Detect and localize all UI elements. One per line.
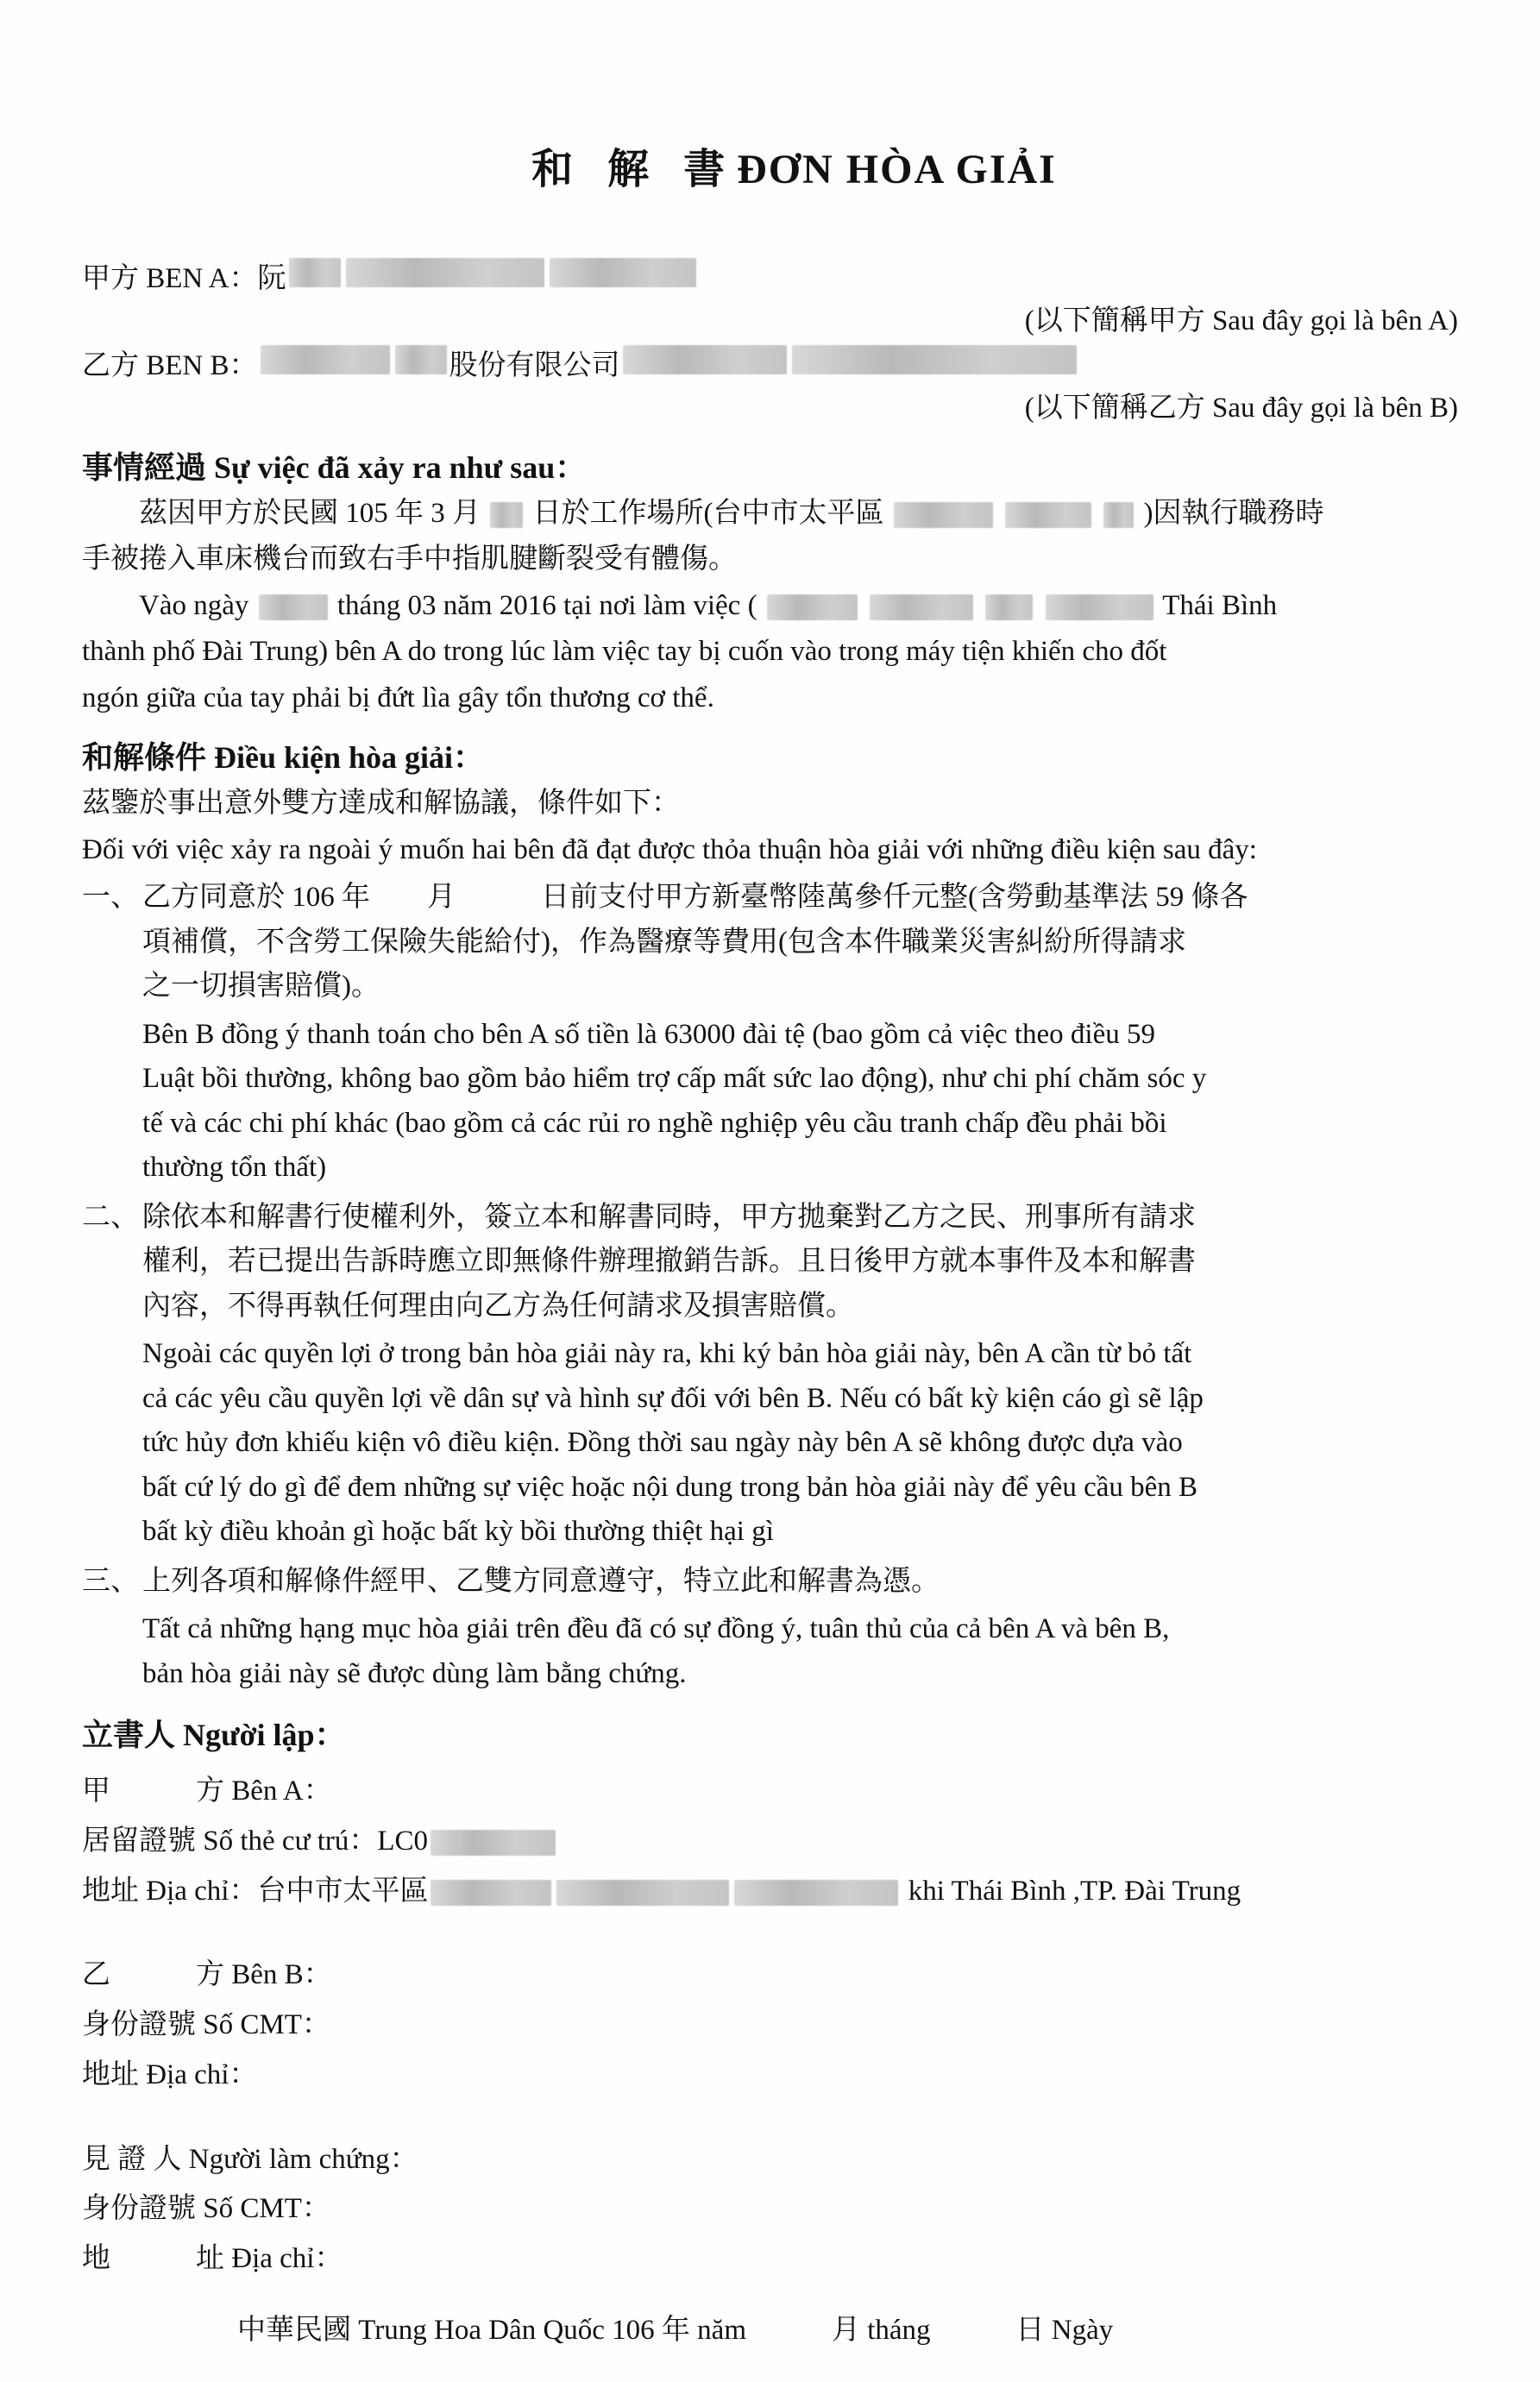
party-a-value: 阮 bbox=[257, 263, 286, 294]
signatures-heading: 立書人 Người lập： bbox=[82, 1718, 346, 1753]
party-b-note: (以下簡稱乙方 Sau đây gọi là bên B) bbox=[1024, 392, 1458, 424]
redaction-block bbox=[490, 502, 523, 528]
term-vi-line: tức hủy đơn khiếu kiện vô điều kiện. Đồng thời sau ngày này bên A sẽ không được dựa vào bbox=[142, 1427, 1183, 1459]
redaction-block bbox=[346, 258, 544, 287]
term-item bbox=[82, 877, 1458, 1191]
spacer bbox=[82, 2101, 1458, 2123]
redaction-block bbox=[550, 258, 696, 287]
redaction-block bbox=[261, 345, 390, 374]
redaction-block bbox=[431, 1830, 556, 1856]
party-a-row bbox=[82, 258, 1458, 301]
terms-heading: 和解條件 Điều kiện hòa giải： bbox=[82, 740, 485, 776]
facts-cjk-line1 bbox=[82, 493, 1458, 536]
term-body bbox=[142, 1561, 1458, 1698]
term-vi-line: Luật bồi thường, không bao gồm bảo hiểm trợ cấp mất sức lao động), như chi phí chăm sóc y bbox=[142, 1063, 1207, 1095]
term-item bbox=[82, 1561, 1458, 1698]
term-number: 二、 bbox=[82, 1201, 139, 1233]
witness-signature-line: 見 證 人 Người làm chứng： bbox=[82, 2143, 418, 2175]
redaction-block bbox=[556, 1880, 729, 1906]
redaction-block bbox=[289, 258, 341, 287]
party-b-address-line: 地址 Địa chỉ： bbox=[82, 2058, 258, 2090]
facts-cjk-part3: )因執行職務時 bbox=[1143, 497, 1324, 529]
terms-intro-cjk: 茲鑒於事出意外雙方達成和解協議，條件如下： bbox=[82, 788, 680, 820]
redaction-block bbox=[1005, 502, 1091, 528]
page-title-vi: ĐƠN HÒA GIẢI bbox=[737, 147, 1057, 192]
party-a-id-line bbox=[82, 1817, 1458, 1867]
redaction-block bbox=[734, 1880, 898, 1906]
term-vi-line: Bên B đồng ý thanh toán cho bên A số tiền là 63000 đài tệ (bao gồm cả việc theo điều 59 bbox=[142, 1018, 1155, 1050]
terms-intro-vi: Đối với việc xảy ra ngoài ý muốn hai bên đã đạt được thỏa thuận hòa giải với những điều kiện sau đây: bbox=[82, 833, 1257, 865]
term-vi-line: Tất cả những hạng mục hòa giải trên đều đã có sự đồng ý, tuân thủ của cả bên A và bên B, bbox=[142, 1613, 1170, 1645]
party-a-signature-line: 甲 方 Bên A： bbox=[82, 1776, 332, 1807]
redaction-block bbox=[792, 345, 1077, 374]
term-cjk-line: 乙方同意於 106 年 月 日前支付甲方新臺幣陸萬參仟元整(含勞動基準法 59 條各 bbox=[142, 882, 1248, 914]
term-vi-line: bản hòa giải này sẽ được dùng làm bằng chứng. bbox=[142, 1657, 687, 1689]
facts-vi-part2: tháng 03 năm 2016 tại nơi làm việc ( bbox=[336, 589, 757, 621]
term-cjk-line: 內容，不得再執任何理由向乙方為任何請求及損害賠償。 bbox=[142, 1290, 854, 1322]
party-a-note: (以下簡稱甲方 Sau đây gọi là bên A) bbox=[1024, 305, 1458, 336]
facts-cjk-part2: 日於工作場所(台中市太平區 bbox=[532, 497, 884, 529]
term-body bbox=[142, 1197, 1458, 1556]
footer-date: 中華民國 Trung Hoa Dân Quốc 106 年 năm 月 tháng 日 Ngày bbox=[237, 2314, 1114, 2346]
party-a-address-value: 台中市太平區 bbox=[257, 1875, 429, 1907]
term-cjk-line: 上列各項和解條件經甲、乙雙方同意遵守，特立此和解書為憑。 bbox=[142, 1565, 940, 1597]
party-a-address-suffix: khi Thái Bình ,TP. Đài Trung bbox=[908, 1875, 1241, 1907]
facts-cjk-part1: 茲因甲方於民國 105 年 3 月 bbox=[139, 497, 481, 529]
party-a-address-label: 地址 Địa chỉ： bbox=[82, 1875, 258, 1907]
redaction-block bbox=[870, 594, 973, 620]
term-vi-line: Ngoài các quyền lợi ở trong bản hòa giải này ra, khi ký bản hòa giải này, bên A cần từ bỏ tất bbox=[142, 1338, 1192, 1370]
facts-vi-part3: Thái Bình bbox=[1162, 589, 1278, 621]
redaction-block bbox=[985, 594, 1033, 620]
redaction-block bbox=[623, 345, 787, 374]
party-b-row bbox=[82, 345, 1458, 388]
redaction-block bbox=[767, 594, 858, 620]
party-b-label: 乙方 BEN B： bbox=[82, 350, 258, 382]
facts-vi-line1 bbox=[82, 585, 1458, 628]
term-cjk-line: 除依本和解書行使權利外，簽立本和解書同時，甲方拋棄對乙方之民、刑事所有請求 bbox=[142, 1201, 1196, 1233]
term-vi-line: tế và các chi phí khác (bao gồm cả các rủi ro nghề nghiệp yêu cầu tranh chấp đều phải bồi bbox=[142, 1107, 1167, 1139]
term-vi-line: bất kỳ điều khoản gì hoặc bất kỳ bồi thường thiệt hại gì bbox=[142, 1516, 774, 1548]
term-number: 三、 bbox=[82, 1565, 139, 1597]
term-body bbox=[142, 877, 1458, 1191]
term-cjk-line: 項補償，不含勞工保險失能給付)，作為醫療等費用(包含本件職業災害糾紛所得請求 bbox=[142, 926, 1186, 958]
witness-address-line: 地 址 Địa chỉ： bbox=[82, 2243, 343, 2275]
signature-party-b bbox=[82, 1951, 1458, 2100]
facts-heading: 事情經過 Sự việc đã xảy ra như sau： bbox=[82, 449, 587, 485]
term-item bbox=[82, 1197, 1458, 1556]
redaction-block bbox=[1046, 594, 1153, 620]
page-title bbox=[82, 88, 1458, 242]
spacer bbox=[82, 1916, 1458, 1939]
term-vi-line: cả các yêu cầu quyền lợi về dân sự và hình sự đối với bên B. Nếu có bất kỳ kiện cáo gì sẽ lập bbox=[142, 1382, 1204, 1414]
party-a-address-line bbox=[82, 1867, 1458, 1917]
term-cjk-line: 之一切損害賠償)。 bbox=[142, 971, 380, 1002]
party-b-id-line: 身份證號 Số CMT： bbox=[82, 2009, 330, 2041]
redaction-block bbox=[1103, 502, 1134, 528]
redaction-block bbox=[894, 502, 993, 528]
party-a-id-value: LC0 bbox=[377, 1825, 429, 1857]
term-vi-line: bất cứ lý do gì để đem những sự việc hoặc nội dung trong bản hòa giải này để yêu cầu bên B bbox=[142, 1471, 1198, 1503]
facts-vi-line2: thành phố Đài Trung) bên A do trong lúc làm việc tay bị cuốn vào trong máy tiện khiến cho đốt bbox=[82, 636, 1167, 668]
party-b-signature-line: 乙 方 Bên B： bbox=[82, 1959, 332, 1991]
witness-id-line: 身份證號 Số CMT： bbox=[82, 2193, 330, 2225]
party-a-label: 甲方 BEN A： bbox=[82, 263, 258, 294]
redaction-block bbox=[395, 345, 447, 374]
facts-cjk-line2: 手被捲入車床機台而致右手中指肌腱斷裂受有體傷。 bbox=[82, 544, 737, 575]
term-cjk-line: 權利，若已提出告訴時應立即無條件辦理撤銷告訴。且日後甲方就本事件及本和解書 bbox=[142, 1246, 1196, 1278]
party-a-id-label: 居留證號 Số thẻ cư trú： bbox=[82, 1825, 378, 1857]
facts-vi-part1: Vào ngày bbox=[139, 589, 249, 621]
party-b-middle: 股份有限公司 bbox=[449, 350, 620, 382]
term-number: 一、 bbox=[82, 882, 139, 914]
redaction-block bbox=[259, 594, 328, 620]
redaction-block bbox=[431, 1880, 551, 1906]
signature-witness bbox=[82, 2135, 1458, 2285]
signature-party-a bbox=[82, 1767, 1458, 1916]
page-title-cjk: 和 解 書 bbox=[531, 147, 738, 192]
facts-vi-line3: ngón giữa của tay phải bị đứt lìa gây tổn thương cơ thể. bbox=[82, 682, 714, 713]
term-vi-line: thường tổn thất) bbox=[142, 1152, 327, 1184]
